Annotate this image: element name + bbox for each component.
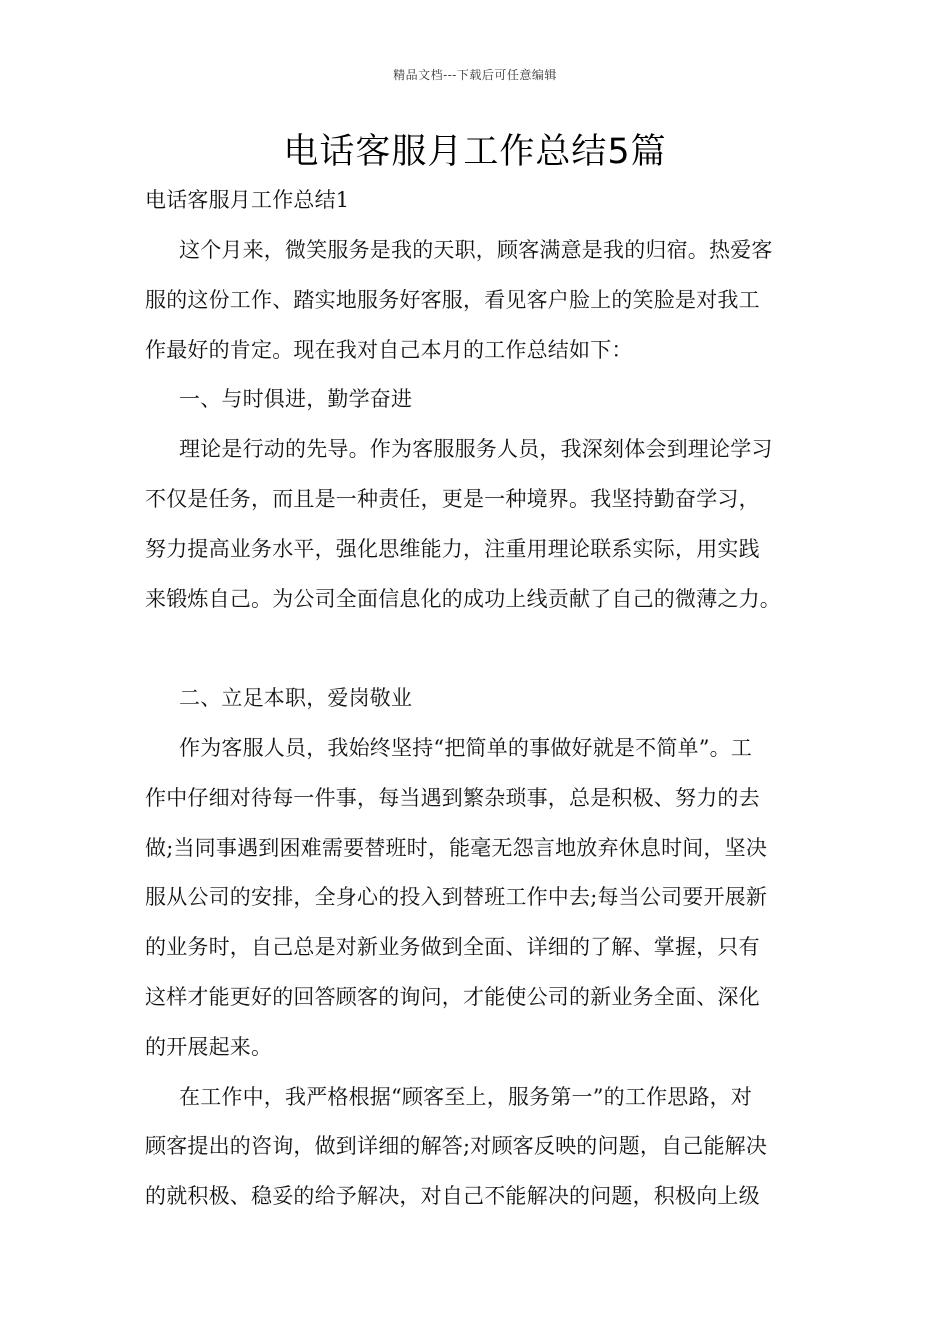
paragraph-line: 作中仔细对待每一件事，每当遇到繁杂琐事，总是积极、努力的去 — [145, 786, 760, 810]
page-header-note: 精品文档---下载后可任意编辑 — [393, 68, 557, 82]
paragraph-line: 努力提高业务水平，强化思维能力，注重用理论联系实际，用实践 — [145, 537, 760, 561]
section-heading: 一、与时俱进，勤学奋进 — [179, 387, 413, 411]
paragraph-line: 顾客提出的咨询，做到详细的解答;对顾客反映的问题，自己能解决 — [145, 1134, 768, 1158]
paragraph-line: 服的这份工作、踏实地服务好客服，看见客户脸上的笑脸是对我工 — [145, 288, 760, 312]
paragraph-line: 服从公司的安排，全身心的投入到替班工作中去;每当公司要开展新 — [145, 885, 768, 909]
section-heading: 二、立足本职，爱岗敬业 — [179, 686, 413, 710]
section-subtitle: 电话客服月工作总结1 — [145, 188, 350, 212]
paragraph-line: 作最好的肯定。现在我对自己本月的工作总结如下： — [145, 338, 633, 362]
paragraph-line: 来锻炼自己。为公司全面信息化的成功上线贡献了自己的微薄之力。 — [145, 587, 781, 611]
paragraph-line: 作为客服人员，我始终坚持“把简单的事做好就是不简单”。工 — [179, 736, 753, 760]
paragraph-line: 这个月来，微笑服务是我的天职，顾客满意是我的归宿。热爱客 — [179, 238, 773, 262]
paragraph-line: 做;当同事遇到困难需要替班时，能毫无怨言地放弃休息时间，坚决 — [145, 836, 768, 860]
document-title: 电话客服月工作总结5篇 — [283, 132, 667, 172]
paragraph-line: 不仅是任务，而且是一种责任，更是一种境界。我坚持勤奋学习， — [145, 487, 760, 511]
paragraph-line: 的业务时，自己总是对新业务做到全面、详细的了解、掌握，只有 — [145, 935, 760, 959]
paragraph-line: 在工作中，我严格根据“顾客至上，服务第一”的工作思路，对 — [179, 1085, 753, 1109]
paragraph-line: 理论是行动的先导。作为客服服务人员，我深刻体会到理论学习 — [179, 437, 773, 461]
paragraph-line: 这样才能更好的回答顾客的询问，才能使公司的新业务全面、深化 — [145, 985, 760, 1009]
paragraph-line: 的就积极、稳妥的给予解决，对自己不能解决的问题，积极向上级 — [145, 1184, 760, 1208]
paragraph-line: 的开展起来。 — [145, 1035, 273, 1059]
